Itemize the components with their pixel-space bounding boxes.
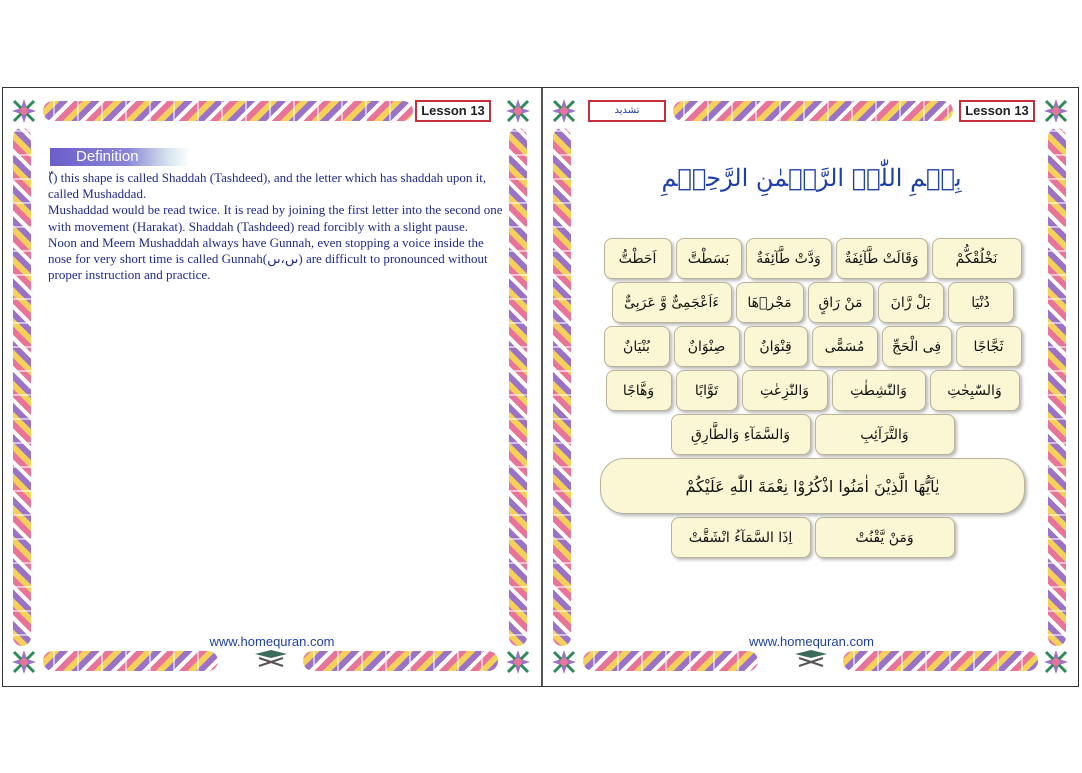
word-row — [598, 238, 1027, 279]
right-page — [543, 88, 1080, 686]
corner-ornament-icon — [1043, 98, 1069, 124]
word-row — [598, 282, 1027, 323]
definition-paragraph: Noon and Meem Mushaddah always have Gunnah, even stopping a voice inside the nose for very short time is called Gunnah(ںں،ںں) are difficult to pronounced without proper instruction and practice. — [48, 234, 488, 283]
word-cell: صِنْوَانٌ — [674, 326, 740, 367]
word-row — [598, 517, 1027, 558]
word-cell: وَدَّتْ طَّآئِفَةٌ — [746, 238, 832, 279]
word-cell: وَالتَّرَآئِبِ — [815, 414, 955, 455]
word-cell: وَالنّٰشِطٰتِ — [832, 370, 926, 411]
word-cell: تَوَّابًا — [676, 370, 738, 411]
word-row — [598, 458, 1027, 514]
word-cell: وَهَّاجًا — [606, 370, 672, 411]
word-cell: بَسَطْتَّ — [676, 238, 742, 279]
definition-paragraph: (ّ) this shape is called Shaddah (Tashdeed), and the letter which has shaddah upon it, called Mushaddad. — [48, 170, 487, 202]
word-row — [598, 326, 1027, 367]
word-cell: اَحَطْتُّ — [604, 238, 672, 279]
lesson-label — [415, 100, 491, 122]
word-cell: وَالسّٰبِحٰتِ — [930, 370, 1020, 411]
word-cell: وَمَنْ يَّقْنُتْ — [815, 517, 955, 558]
verse-cell: يٰاَيُّهَا الَّذِيْنَ اٰمَنُوا اذْكُرُوْا نِعْمَةَ اللّٰهِ عَلَيْكُمْ — [600, 458, 1025, 514]
footer-url[interactable]: www.homequran.com — [749, 634, 874, 649]
word-cell: وَالسَّمَآءِ وَالطَّارِقِ — [671, 414, 811, 455]
word-grid — [598, 238, 1027, 561]
word-cell: نَخْلُقْكُّمْ — [932, 238, 1022, 279]
right-border-ornament — [509, 128, 527, 646]
quran-stand-icon — [253, 648, 289, 668]
right-border-ornament — [1048, 128, 1066, 646]
definition-heading: Definition — [50, 148, 190, 166]
definition-paragraph: Mushaddad would be read twice. It is read by joining the first letter into the second one with movement (Harakat). Shaddah (Tashdeed) read forcibly with a slight pause. — [48, 202, 503, 234]
quran-stand-icon — [793, 648, 829, 668]
urdu-topic-tab: تشدید — [588, 100, 666, 122]
bottom-border-ornament-left — [43, 651, 218, 671]
corner-ornament-icon — [551, 98, 577, 124]
word-cell: ثَجَّاجًا — [956, 326, 1022, 367]
left-border-ornament — [13, 128, 31, 646]
corner-ornament-icon — [11, 649, 37, 675]
word-row — [598, 370, 1027, 411]
word-cell: بَلْ رَّانَ — [878, 282, 944, 323]
top-border-ornament — [43, 101, 413, 121]
word-cell: وَقَالَتْ طَّآئِفَةٌ — [836, 238, 928, 279]
word-cell: مُسَمًّى — [812, 326, 878, 367]
corner-ornament-icon — [505, 649, 531, 675]
word-row — [598, 414, 1027, 455]
lesson-label — [959, 100, 1035, 122]
left-border-ornament — [553, 128, 571, 646]
left-page — [3, 88, 541, 686]
bottom-border-ornament-right — [843, 651, 1038, 671]
word-cell: مَجْرٖهَا — [736, 282, 804, 323]
footer-url[interactable]: www.homequran.com — [209, 634, 335, 649]
top-border-ornament — [673, 101, 953, 121]
lesson-label-text: Lesson 13 — [965, 103, 1029, 118]
corner-ornament-icon — [1043, 649, 1069, 675]
word-cell: بُنْيَانٌ — [604, 326, 670, 367]
bottom-border-ornament-left — [583, 651, 758, 671]
word-cell: مَنْ رَاقٍ — [808, 282, 874, 323]
book-spread — [2, 87, 1079, 687]
corner-ornament-icon — [551, 649, 577, 675]
bottom-border-ornament-right — [303, 651, 498, 671]
word-cell: قِنْوَانٌ — [744, 326, 808, 367]
bismillah: بِسۡمِ اللّٰہِ الرَّحۡمٰنِ الرَّحِیۡمِ — [661, 164, 962, 192]
word-cell: وَالنّٰزِعٰتِ — [742, 370, 828, 411]
definition-text — [48, 170, 503, 283]
word-cell: دُنْيَا — [948, 282, 1014, 323]
corner-ornament-icon — [505, 98, 531, 124]
corner-ornament-icon — [11, 98, 37, 124]
word-cell: فِی الْحَجِّ — [882, 326, 952, 367]
word-cell: اِذَا السَّمَآءُ انْشَقَّتْ — [671, 517, 811, 558]
word-cell: ءَاَعْجَمِیٌّ وَّ عَرَبِیٌّ — [612, 282, 732, 323]
lesson-label-text: Lesson 13 — [421, 103, 485, 118]
